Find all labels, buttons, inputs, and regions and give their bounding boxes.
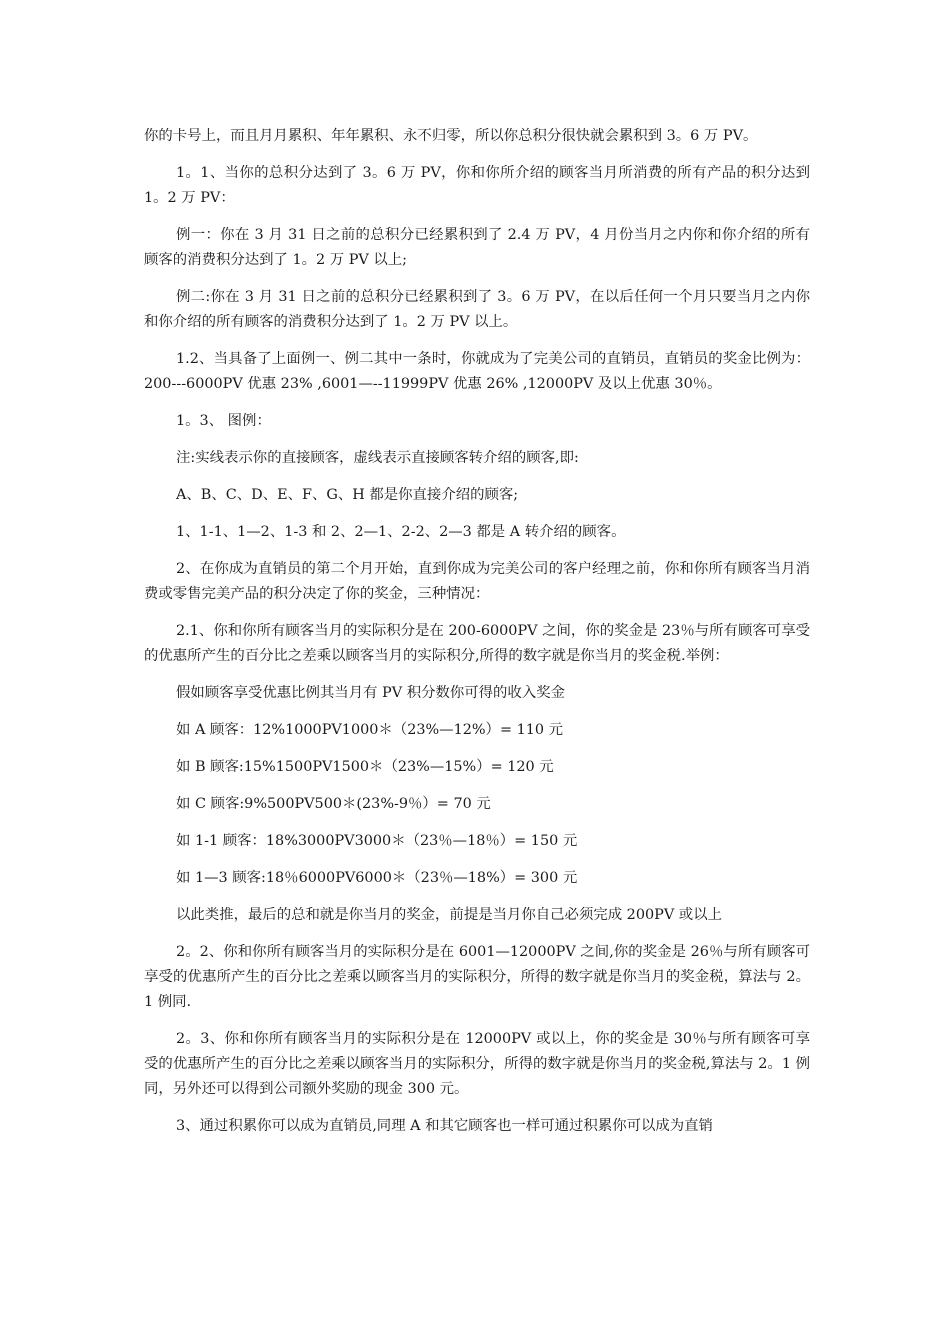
paragraph: 1。1、当你的总积分达到了 3。6 万 PV，你和你所介绍的顾客当月所消费的所有产品的积分达到 1。2 万 PV：	[144, 165, 810, 206]
paragraph: 例一：你在 3 月 31 日之前的总积分已经累积到了 2.4 万 PV，4 月份当月之内你和你介绍的所有顾客的消费积分达到了 1。2 万 PV 以上;	[144, 227, 810, 268]
paragraph: 如 1—3 顾客:18％6000PV6000＊（23％—18%）= 300 元	[176, 870, 578, 886]
paragraph: 以此类推，最后的总和就是你当月的奖金，前提是当月你自己必须完成 200PV 或以上	[176, 907, 722, 923]
paragraph: A、B、C、D、E、F、G、H 都是你直接介绍的顾客;	[176, 487, 519, 503]
paragraph: 2。3、你和你所有顾客当月的实际积分是在 12000PV 或以上，你的奖金是 30％与所有顾客可享受的优惠所产生的百分比之差乘以顾客当月的实际积分，所得的数字就是你当月的奖金税,算法与 2。1 例同，另外还可以得到公司额外奖励的现金 300 元。	[144, 1031, 810, 1097]
paragraph: 如 C 顾客:9%500PV500＊(23%-9％）= 70 元	[176, 796, 491, 812]
document-body	[144, 124, 810, 1151]
paragraph: 1、1-1、1—2、1-3 和 2、2—1、2-2、2—3 都是 A 转介绍的顾客。	[176, 524, 626, 540]
paragraph: 1.2、当具备了上面例一、例二其中一条时，你就成为了完美公司的直销员，直销员的奖金比例为：200---6000PV 优惠 23% ,6001—--11999PV 优惠 26% ,12000PV 及以上优惠 30％。	[144, 351, 810, 392]
paragraph: 假如顾客享受优惠比例其当月有 PV 积分数你可得的收入奖金	[176, 685, 565, 701]
paragraph: 2.1、你和你所有顾客当月的实际积分是在 200-6000PV 之间，你的奖金是 23％与所有顾客可享受的优惠所产生的百分比之差乘以顾客当月的实际积分,所得的数字就是你当月的奖金税.举例：	[144, 623, 810, 664]
paragraph: 3、通过积累你可以成为直销员,同理 A 和其它顾客也一样可通过积累你可以成为直销	[176, 1118, 713, 1134]
paragraph: 1。3、 图例：	[176, 413, 271, 429]
paragraph: 2、在你成为直销员的第二个月开始，直到你成为完美公司的客户经理之前，你和你所有顾客当月消费或零售完美产品的积分决定了你的奖金，三种情况：	[144, 561, 810, 602]
paragraph: 例二:你在 3 月 31 日之前的总积分已经累积到了 3。6 万 PV，在以后任何一个月只要当月之内你和你介绍的所有顾客的消费积分达到了 1。2 万 PV 以上。	[144, 289, 810, 330]
paragraph: 2。2、你和你所有顾客当月的实际积分是在 6001—12000PV 之间,你的奖金是 26％与所有顾客可享受的优惠所产生的百分比之差乘以顾客当月的实际积分，所得的数字就是你当月的奖金税，算法与 2。1 例同.	[144, 944, 810, 1010]
paragraph: 如 A 顾客：12%1000PV1000＊（23%—12%）= 110 元	[176, 722, 564, 738]
paragraph: 你的卡号上，而且月月累积、年年累积、永不归零，所以你总积分很快就会累积到 3。6 万 PV。	[144, 128, 758, 144]
paragraph: 注:实线表示你的直接顾客，虚线表示直接顾客转介绍的顾客,即:	[176, 450, 579, 466]
paragraph: 如 1-1 顾客：18%3000PV3000＊（23％—18％）= 150 元	[176, 833, 578, 849]
paragraph: 如 B 顾客:15%1500PV1500＊（23%—15%）= 120 元	[176, 759, 554, 775]
